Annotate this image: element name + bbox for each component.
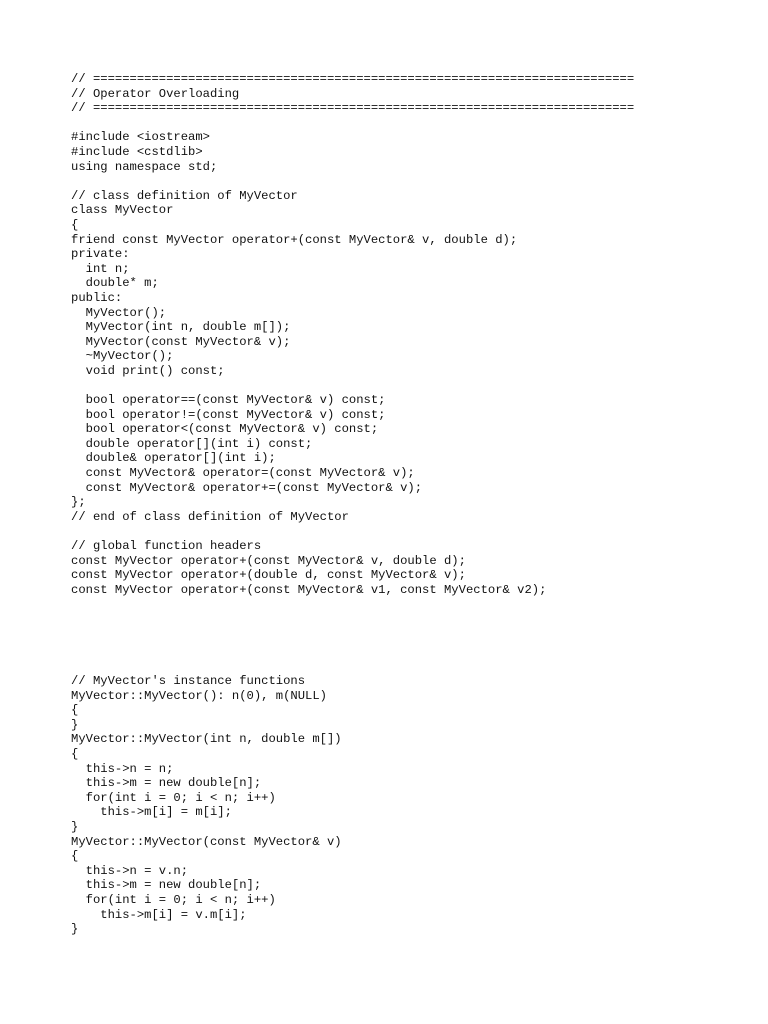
code-line: } [71,922,79,937]
code-line [71,174,634,189]
code-line: this->m[i] = v.m[i]; [71,907,247,922]
code-line: bool operator==(const MyVector& v) const; [71,393,386,408]
code-line: // global function headers [71,539,262,553]
code-line [71,378,634,393]
code-line: // end of class definition of MyVector [71,509,349,524]
code-line: MyVector::MyVector(): n(0), m(NULL) [71,688,327,703]
code-line: double operator[](int i) const; [71,436,313,451]
code-line: MyVector(const MyVector& v); [71,334,291,349]
code-block-class-definition [71,72,634,597]
code-line: const MyVector operator+(double d, const MyVector& v); [71,568,466,583]
code-line: MyVector::MyVector(int n, double m[]) [71,732,342,747]
code-line: MyVector::MyVector(const MyVector& v) [71,834,342,849]
code-line: private: [71,247,130,262]
code-line: int n; [71,261,130,276]
code-line: void print() const; [71,363,225,378]
code-line: this->m[i] = m[i]; [71,805,232,820]
code-line: } [71,717,79,732]
code-line: const MyVector& operator=(const MyVector& v); [71,466,415,481]
code-line: { [71,746,79,761]
code-line [71,524,634,539]
code-line: bool operator!=(const MyVector& v) const; [71,407,386,422]
code-line: friend const MyVector operator+(const MyVector& v, double d); [71,232,518,247]
code-block-instance-functions [71,674,342,937]
code-line: bool operator<(const MyVector& v) const; [71,422,379,437]
code-line: #include <cstdlib> [71,144,203,159]
code-line: using namespace std; [71,159,218,174]
code-line: double& operator[](int i); [71,451,276,466]
code-line: }; [71,495,86,510]
code-line: double* m; [71,276,159,291]
code-line: class MyVector [71,203,174,218]
code-line: // Operator Overloading [71,86,240,101]
code-line: { [71,849,79,864]
code-line: const MyVector operator+(const MyVector& v, double d); [71,553,466,568]
code-line: // class definition of MyVector [71,188,298,203]
code-line: MyVector(int n, double m[]); [71,320,291,335]
code-line: // MyVector's instance functions [71,674,306,688]
code-line: const MyVector operator+(const MyVector& v1, const MyVector& v2); [71,582,547,597]
code-line: } [71,819,79,834]
code-line: ~MyVector(); [71,349,174,364]
code-line: #include <iostream> [71,130,210,145]
code-line: { [71,217,79,232]
code-line: // ========================================================================== [71,72,635,86]
code-line: for(int i = 0; i < n; i++) [71,790,276,805]
code-line: public: [71,290,123,305]
code-line: MyVector(); [71,305,167,320]
code-line: { [71,703,79,718]
code-line: this->n = v.n; [71,863,189,878]
code-line: for(int i = 0; i < n; i++) [71,892,276,907]
code-line [71,116,634,131]
code-line: const MyVector& operator+=(const MyVector& v); [71,480,423,495]
code-line: this->m = new double[n]; [71,776,262,791]
code-line: this->m = new double[n]; [71,878,262,893]
code-line: this->n = n; [71,761,174,776]
code-line: // ========================================================================== [71,101,635,116]
